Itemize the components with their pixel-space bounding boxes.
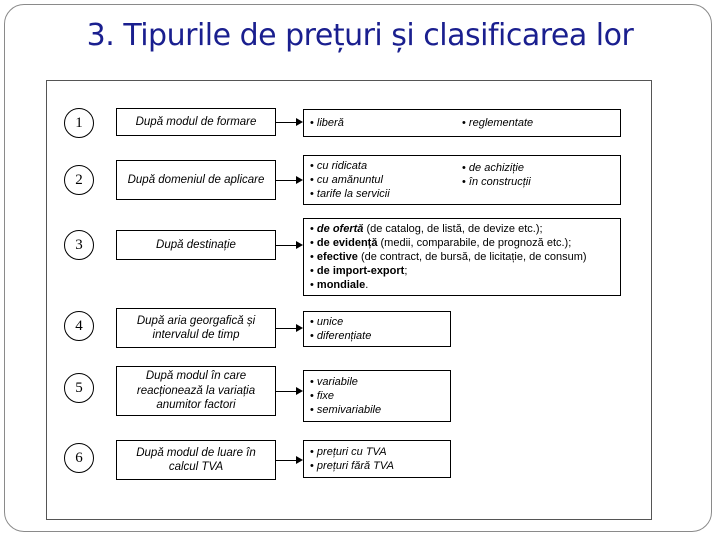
type-item: • diferențiate (310, 330, 372, 342)
type-item: • liberă (310, 116, 344, 129)
connector-arrow-2 (296, 176, 303, 184)
connector-line-6 (276, 460, 296, 461)
connector-arrow-3 (296, 241, 303, 249)
types-box-5 (303, 370, 451, 422)
type-item: • fixe (310, 389, 335, 402)
type-item: • de ofertă (de catalog, de listă, de devize etc.); (310, 222, 543, 235)
type-item: • de evidență (medii, comparabile, de prognoză etc.); (310, 236, 572, 249)
type-item: • mondiale. (310, 279, 369, 292)
type-item: • unice (310, 315, 344, 328)
criterion-box-2: După domeniul de aplicare (116, 160, 276, 200)
connector-line-3 (276, 245, 296, 246)
connector-line-1 (276, 122, 296, 123)
connector-arrow-6 (296, 456, 303, 464)
type-item: • de achiziție (462, 162, 524, 174)
types-box-4 (303, 311, 451, 347)
criterion-box-4: După aria georgafică și intervalul de timp (116, 308, 276, 348)
type-item: • semivariabile (310, 404, 382, 417)
criterion-box-5: După modul în care reacționează la variația anumitor factori (116, 366, 276, 416)
row-number-6: 6 (64, 443, 94, 473)
types-box-2 (303, 155, 621, 205)
connector-line-4 (276, 328, 296, 329)
type-item: • de import-export; (310, 265, 408, 278)
slide-title: 3. Tipurile de prețuri și clasificarea lor (86, 18, 634, 53)
criterion-box-6: După modul de luare în calcul TVA (116, 440, 276, 480)
row-number-1: 1 (64, 108, 94, 138)
row-number-3: 3 (64, 230, 94, 260)
type-item: • cu ridicata (310, 159, 368, 172)
type-item: • în construcții (462, 176, 531, 189)
row-number-4: 4 (64, 311, 94, 341)
types-box-6 (303, 440, 451, 478)
type-item: • reglementate (462, 116, 534, 129)
type-item: • efective (de contract, de bursă, de licitație, de consum) (310, 250, 587, 263)
type-item: • variabile (310, 375, 358, 388)
criterion-box-3: După destinație (116, 230, 276, 260)
types-box-1 (303, 109, 621, 137)
row-number-2: 2 (64, 165, 94, 195)
connector-line-5 (276, 391, 296, 392)
connector-arrow-1 (296, 118, 303, 126)
connector-arrow-5 (296, 387, 303, 395)
criterion-box-1: După modul de formare (116, 108, 276, 136)
connector-line-2 (276, 180, 296, 181)
row-number-5: 5 (64, 373, 94, 403)
type-item: • tarife la servicii (310, 188, 390, 201)
type-item: • cu amănuntul (310, 173, 383, 186)
connector-arrow-4 (296, 324, 303, 332)
type-item: • prețuri cu TVA (310, 445, 387, 458)
type-item: • prețuri fără TVA (310, 460, 394, 472)
types-box-3 (303, 218, 621, 296)
